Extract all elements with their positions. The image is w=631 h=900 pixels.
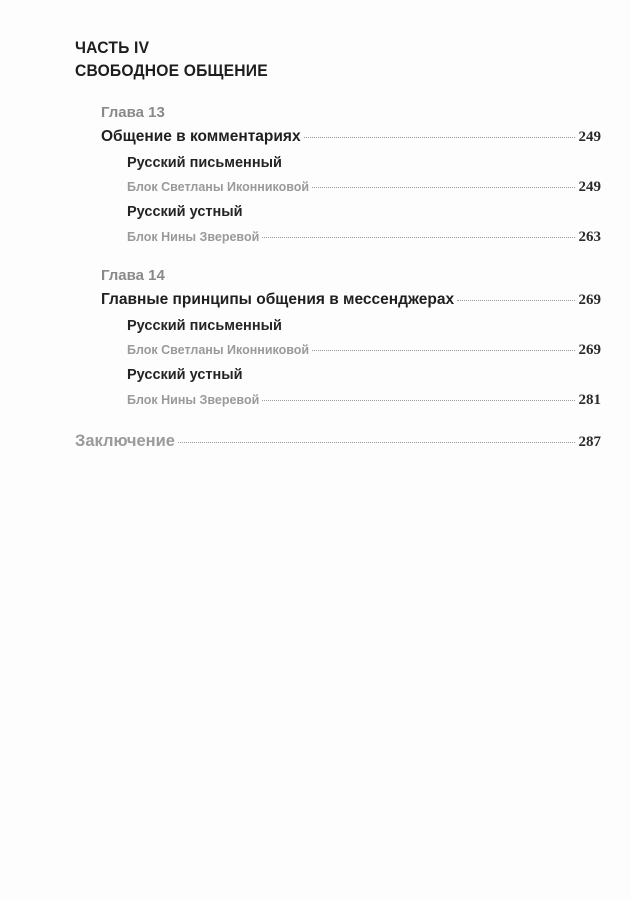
page-number: 263 xyxy=(578,229,601,245)
block-author: Блок Нины Зверевой xyxy=(127,393,260,407)
dot-leader xyxy=(312,350,574,351)
dot-leader xyxy=(312,187,574,188)
part-number: ЧАСТЬ IV xyxy=(75,38,150,57)
chapter-label: Глава 14 xyxy=(101,267,165,284)
page-number: 269 xyxy=(578,292,601,308)
page-number: 249 xyxy=(578,179,601,195)
page-number: 281 xyxy=(578,392,601,408)
toc-entry-chapter[interactable] xyxy=(101,291,601,309)
dot-leader xyxy=(457,300,574,301)
dot-leader xyxy=(178,442,575,443)
block-author: Блок Светланы Иконниковой xyxy=(127,343,310,357)
chapter-title: Общение в комментариях xyxy=(101,128,301,145)
page-number: 287 xyxy=(578,434,601,450)
section-title: Русский письменный xyxy=(127,318,282,334)
block-author: Блок Светланы Иконниковой xyxy=(127,180,310,194)
dot-leader xyxy=(262,237,574,238)
section-title: Русский устный xyxy=(127,367,243,383)
chapter-label: Глава 13 xyxy=(101,104,165,121)
chapter-title: Главные принципы общения в мессенджерах xyxy=(101,291,455,308)
toc-entry-section[interactable] xyxy=(127,392,601,409)
toc-entry-section[interactable] xyxy=(127,179,601,196)
page-number: 249 xyxy=(578,129,601,145)
toc-entry-conclusion[interactable] xyxy=(75,432,601,451)
section-title: Русский устный xyxy=(127,204,243,220)
page-number: 269 xyxy=(578,342,601,358)
part-title: СВОБОДНОЕ ОБЩЕНИЕ xyxy=(75,61,268,80)
toc-entry-section[interactable] xyxy=(127,229,601,246)
dot-leader xyxy=(304,137,575,138)
dot-leader xyxy=(262,400,574,401)
section-title: Русский письменный xyxy=(127,155,282,171)
toc-entry-chapter[interactable] xyxy=(101,128,601,146)
conclusion-title: Заключение xyxy=(75,432,175,450)
block-author: Блок Нины Зверевой xyxy=(127,230,260,244)
toc-entry-section[interactable] xyxy=(127,342,601,359)
